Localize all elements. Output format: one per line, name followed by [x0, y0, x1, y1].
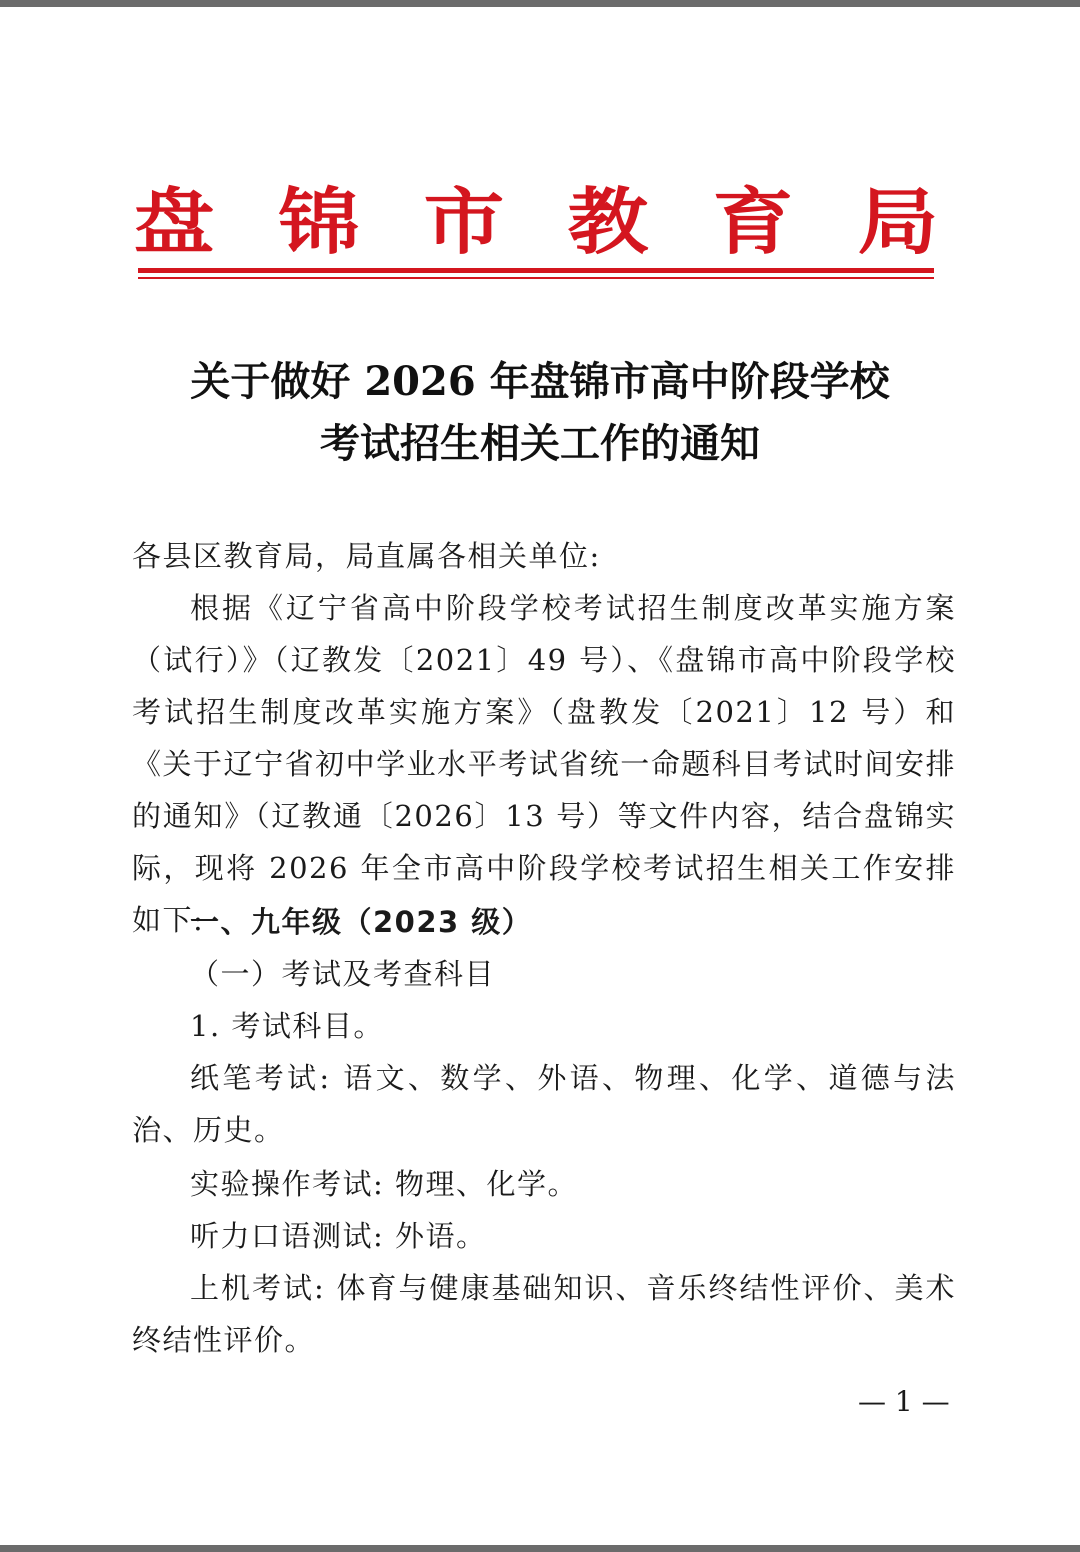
letterhead-char-1: 盘 [133, 180, 215, 264]
letterhead-title [133, 180, 939, 264]
letterhead-char-5: 育 [712, 180, 794, 264]
top-border [0, 0, 1080, 7]
salutation: 各县区教育局，局直属各相关单位: [132, 539, 601, 573]
page-number: — 1 — [858, 1385, 950, 1418]
listening-exam-subjects: 听力口语测试: 外语。 [190, 1219, 487, 1253]
subsection-heading-subjects: （一）考试及考查科目 [190, 957, 496, 991]
letterhead-char-2: 锦 [278, 180, 360, 264]
letterhead-char-3: 市 [423, 180, 504, 264]
item-exam-subjects: 1. 考试科目。 [190, 1009, 384, 1043]
bottom-border [0, 1545, 1080, 1552]
letterhead-char-6: 局 [857, 180, 939, 264]
intro-paragraph: 根据《辽宁省高中阶段学校考试招生制度改革实施方案（试行）》（辽教发〔2021〕49 号）、《盘锦市高中阶段学校考试招生制度改革实施方案》（盘教发〔2021〕12 号）和《关于辽宁省初中学业水平考试省统一命题科目考试时间安排的通知》（辽教通〔2026〕13 号）等文件内容，结合盘锦实际，现将 2026 年全市高中阶段学校考试招生相关工作安排如下: [132, 591, 956, 937]
lab-exam-subjects: 实验操作考试: 物理、化学。 [190, 1167, 578, 1201]
paper-exam-subjects: 纸笔考试: 语文、数学、外语、物理、化学、道德与法治、历史。 [132, 1061, 956, 1147]
letterhead-rule-thick [138, 268, 934, 273]
document-title-line-2: 考试招生相关工作的通知 [320, 420, 760, 467]
document-title-line-1: 关于做好 2026 年盘锦市高中阶段学校 [190, 358, 890, 405]
computer-exam-subjects: 上机考试: 体育与健康基础知识、音乐终结性评价、美术终结性评价。 [132, 1271, 956, 1357]
section-heading-grade-nine: 一、九年级（2023 级） [190, 905, 533, 939]
letterhead-rule-thin [138, 277, 934, 279]
letterhead-char-4: 教 [568, 180, 649, 264]
